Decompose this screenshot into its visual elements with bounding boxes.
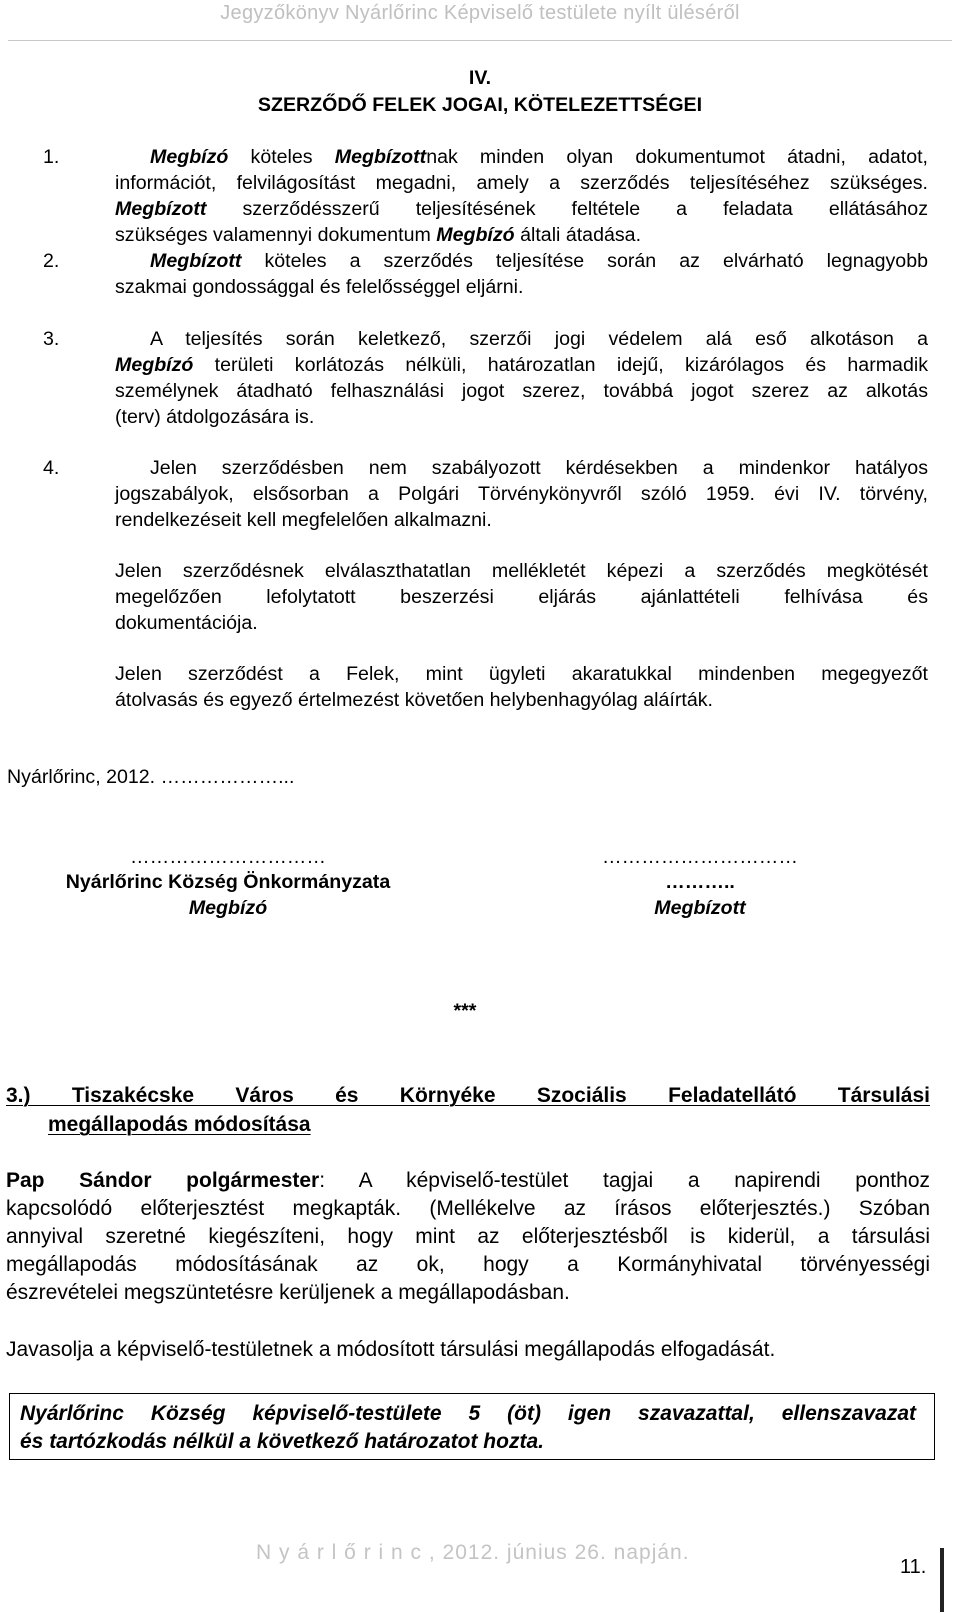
- party-name: Megbízó: [436, 224, 515, 246]
- agenda-heading-line: 3.) Tiszakécske Város és Környéke Szociális Feladatellátó Társulási: [6, 1084, 930, 1107]
- section-number: IV.: [468, 67, 492, 89]
- item-text-line: Megbízott köteles a szerződés teljesítése során az elvárható legnagyobb: [150, 250, 928, 272]
- signature-line: …………………………: [130, 846, 326, 868]
- signature-line: …………………………: [602, 846, 798, 868]
- agenda-heading-line: megállapodás módosítása: [48, 1113, 311, 1136]
- item-text-line: Megbízó köteles Megbízottnak minden olyan dokumentumot átadni, adatot,: [150, 146, 928, 168]
- section-title: SZERZŐDŐ FELEK JOGAI, KÖTELEZETTSÉGEI: [257, 94, 703, 116]
- page-number-rule: [940, 1548, 944, 1612]
- item-number: 1.: [43, 146, 60, 168]
- item-text-line: Megbízó területi korlátozás nélküli, határozatlan idejű, kizárólagos és harmadik: [115, 354, 928, 376]
- item-text-line: szükséges valamennyi dokumentum Megbízó általi átadása.: [115, 224, 642, 246]
- speaker-name: Pap Sándor polgármester: [6, 1169, 320, 1192]
- proposal-text: Javasolja a képviselő-testületnek a módosított társulási megállapodás elfogadását.: [6, 1338, 776, 1361]
- paragraph-line: átolvasás és egyező értelmezést követően helybenhagyólag aláírták.: [115, 689, 713, 711]
- party-name: Megbízott: [334, 146, 427, 168]
- paragraph-line: megelőzően lefolytatott beszerzési eljárás ajánlattételi felhívása és: [115, 586, 928, 608]
- speech-line: észrevételei megszüntetésre kerüljenek a megállapodásban.: [6, 1281, 570, 1304]
- speech-line: Pap Sándor polgármester: A képviselő-testület tagjai a napirendi ponthoz: [6, 1169, 930, 1192]
- decision-line: és tartózkodás nélkül a következő határozatot hozta.: [20, 1430, 544, 1453]
- signatory-name: ………..: [665, 871, 735, 893]
- item-text-line: rendelkezéseit kell megfelelően alkalmazni.: [115, 509, 492, 531]
- item-number: 3.: [43, 328, 60, 350]
- item-text-line: (terv) átdolgozására is.: [115, 406, 315, 428]
- signatory-role: Megbízó: [188, 897, 268, 919]
- item-text-line: Megbízott szerződésszerű teljesítésének feltétele a feladata ellátásához: [115, 198, 928, 220]
- item-text-line: A teljesítés során keletkező, szerzői jogi védelem alá eső alkotáson a: [150, 328, 928, 350]
- header-divider: [8, 40, 952, 41]
- item-text-line: Jelen szerződésben nem szabályozott kérdésekben a mindenkor hatályos: [150, 457, 928, 479]
- party-name: Megbízott: [150, 250, 242, 272]
- item-number: 4.: [43, 457, 60, 479]
- party-name: Megbízó: [150, 146, 229, 168]
- item-text-line: szakmai gondossággal és felelősséggel eljárni.: [115, 276, 524, 298]
- item-number: 2.: [43, 250, 60, 272]
- party-name: Megbízott: [115, 198, 207, 220]
- item-text-line: jogszabályok, elsősorban a Polgári Törvénykönyvről szóló 1959. évi IV. törvény,: [115, 483, 928, 505]
- section-separator: ***: [453, 1000, 477, 1022]
- paragraph-line: Jelen szerződést a Felek, mint ügyleti akaratukkal mindenben megegyezőt: [115, 663, 928, 685]
- speech-line: kapcsolódó előterjesztést megkapták. (Mellékelve az írásos előterjesztés.) Szóban: [6, 1197, 930, 1220]
- speech-line: megállapodás módosításának az ok, hogy a Kormányhivatal törvényességi: [6, 1253, 930, 1276]
- place-date: Nyárlőrinc, 2012. ………………...: [7, 766, 295, 788]
- party-name: Megbízó: [115, 354, 194, 376]
- paragraph-line: Jelen szerződésnek elválaszthatatlan mellékletét képezi a szerződés megkötését: [115, 560, 928, 582]
- speech-line: annyival szeretné kiegészíteni, hogy mint az előterjesztésből is kiderül, a társulási: [6, 1225, 930, 1248]
- page-header-title: Jegyzőkönyv Nyárlőrinc Képviselő testülete nyílt üléséről: [220, 2, 740, 24]
- paragraph-line: dokumentációja.: [115, 612, 258, 634]
- decision-line: Nyárlőrinc Község képviselő-testülete 5 (öt) igen szavazattal, ellenszavazat: [20, 1402, 916, 1425]
- item-text-line: személynek átadható felhasználási jogot szerez, továbbá jogot szerez az alkotás: [115, 380, 928, 402]
- signatory-name: Nyárlőrinc Község Önkormányzata: [65, 871, 391, 893]
- page-number: 11.: [900, 1556, 927, 1578]
- signatory-role: Megbízott: [654, 897, 746, 919]
- item-text-line: információt, felvilágosítást megadni, amely a szerződés teljesítéséhez szükséges.: [115, 172, 928, 194]
- footer-text: N y á r l ő r i n c , 2012. június 26. napján.: [256, 1541, 690, 1564]
